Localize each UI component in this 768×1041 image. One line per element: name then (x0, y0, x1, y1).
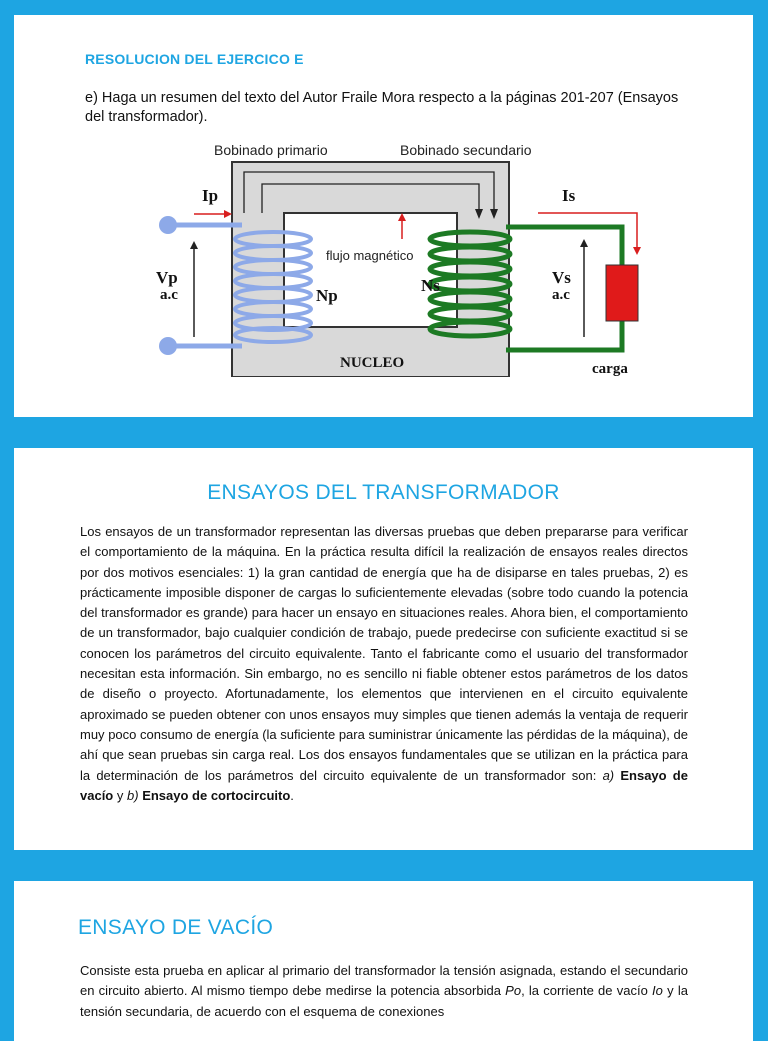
label-nucleo: NUCLEO (340, 355, 405, 371)
ensayos-paragraph (80, 522, 688, 806)
label-flujo: flujo magnético (326, 248, 414, 263)
vacio-paragraph (80, 961, 688, 1022)
secondary-wire-top (506, 227, 622, 267)
page-1 (14, 15, 753, 417)
item-a-letter: a) (602, 767, 615, 783)
ip-arrow-head (224, 210, 232, 218)
load-resistor (606, 265, 638, 321)
secondary-wire-bottom (506, 321, 622, 350)
label-vs-ac: a.c (552, 287, 570, 303)
item-b-letter: b) (127, 787, 139, 803)
paragraph-end: . (290, 787, 294, 803)
transformer-diagram (134, 127, 654, 377)
page-2 (14, 448, 753, 850)
question-text: e) Haga un resumen del texto del Autor Fraile Mora respecto a la páginas 201-207 (Ensayos del transformador). (85, 90, 679, 125)
label-is: Is (562, 186, 576, 205)
page-3 (14, 881, 753, 1041)
primary-terminal-top (159, 216, 177, 234)
label-vp-ac: a.c (160, 287, 178, 303)
flux-pointer-head (398, 213, 406, 221)
section-title-vacio: ENSAYO DE VACÍO (78, 916, 274, 939)
symbol-po: Po (505, 983, 522, 999)
item-a-label: Ensayo de vacío (80, 767, 688, 803)
item-b-label: Ensayo de cortocircuito (142, 787, 291, 803)
label-ns: Ns (421, 276, 440, 295)
ensayos-text: Los ensayos de un transformador representan las diversas pruebas que deben prepararse para verificar el comportamiento de la máquina. En la práctica resulta difícil la realización de ensayos reales directos por dos motivos esenciales: 1) la gran cantidad de energía que ha de disiparse en tales pruebas, 2) es prácticamente imposible disponer de cargas lo suficientemente elevadas (sobre todo cuando la potencia del transformador es grande) para hacer un ensayo en situaciones reales. Ahora bien, el comportamiento de un transformador, bajo cualquier condición de trabajo, puede predecirse con suficiente exactitud si se conocen los parámetros del circuito equivalente. Tanto el fabricante como el usuario del transformador necesitan esta información. Sin embargo, no es sencillo ni fiable obtener estos parámetros de los datos de diseño o proyecto. Afortunadamente, los elementos que intervienen en el circuito equivalente aproximado se pueden obtener con unos ensayos muy simples que tienen además la ventaja de requerir muy poco consumo de energía (la suficiente para suministrar únicamente las pérdidas de la máquina), de ahí que sean pruebas sin carga real. Los dos ensayos fundamentales que se utilizan en la práctica para la determinación de los parámetros del circuito equivalente de un transformador son: (80, 524, 688, 783)
label-vp: Vp (156, 268, 178, 287)
vs-arrow-head (580, 239, 588, 247)
is-arrow-head (633, 247, 641, 255)
label-bobinado-secundario: Bobinado secundario (400, 142, 532, 158)
label-ip: Ip (202, 186, 219, 205)
label-carga: carga (592, 361, 628, 377)
exercise-heading: RESOLUCION DEL EJERCICO E (85, 51, 304, 67)
symbol-io: Io (652, 983, 663, 999)
label-bobinado-primario: Bobinado primario (214, 142, 328, 158)
section-title-ensayos: ENSAYOS DEL TRANSFORMADOR (207, 481, 560, 504)
vacio-text-2: , la corriente de vacío (521, 983, 648, 999)
vp-arrow-head (190, 241, 198, 249)
conjunction: y (116, 787, 124, 803)
primary-terminal-bottom (159, 337, 177, 355)
core (232, 162, 509, 377)
label-np: Np (316, 286, 338, 305)
vacio-text-3: y la tensión secundaria, de acuerdo con el esquema de conexiones (80, 983, 688, 1019)
vacio-text-1: Consiste esta prueba en aplicar al primario del transformador la tensión asignada, estando el secundario en circuito abierto. Al mismo tiempo debe medirse la potencia absorbida (80, 963, 688, 999)
label-vs: Vs (552, 268, 571, 287)
